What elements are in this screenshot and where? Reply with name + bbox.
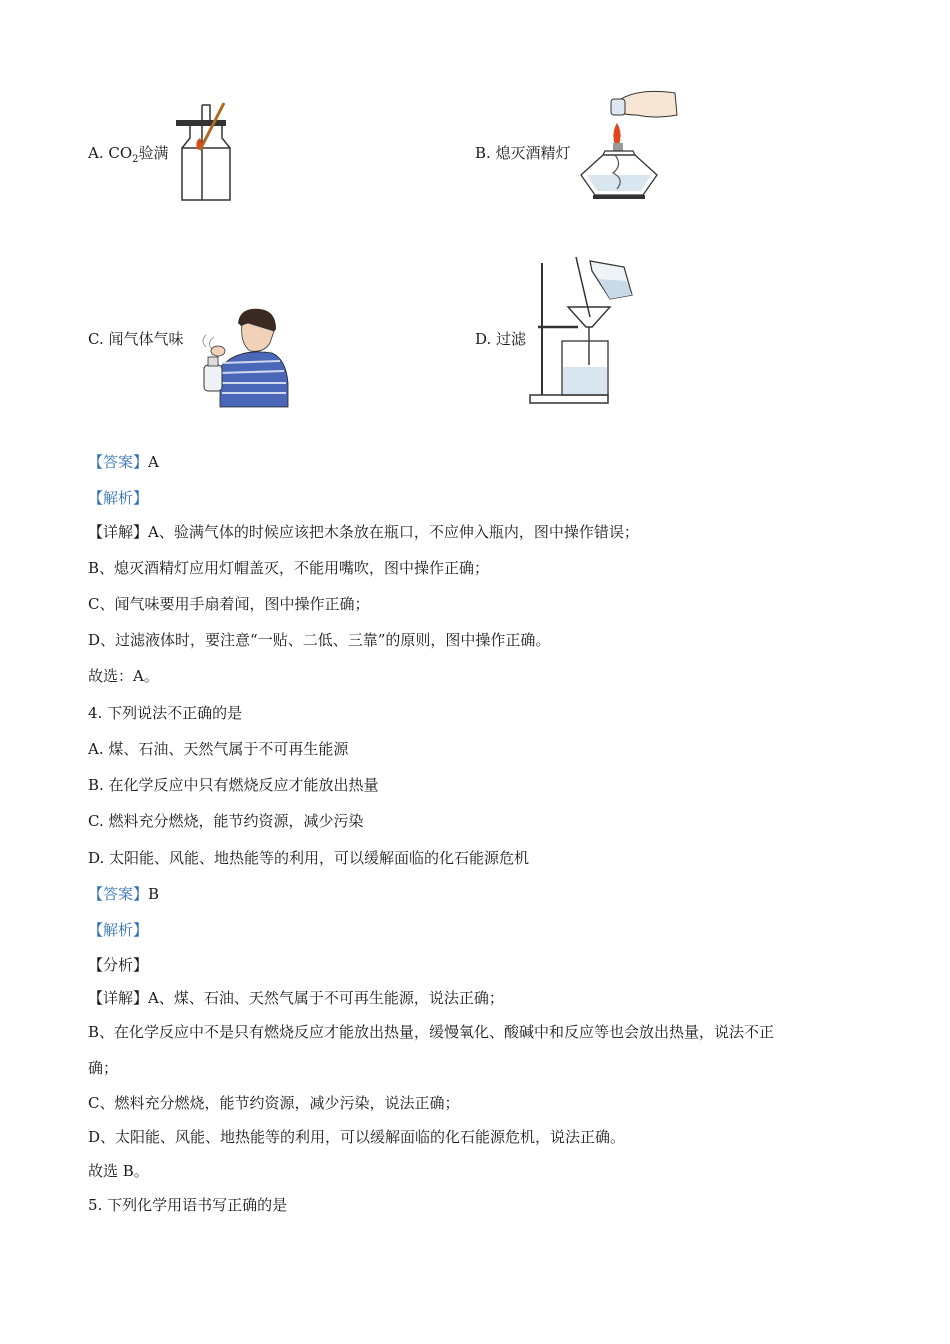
co2-bottle-illustration — [172, 100, 242, 204]
q3-detail-line-d: D、过滤液体时，要注意“一贴、二低、三靠”的原则，图中操作正确。 — [88, 631, 551, 649]
option-c-label: C. 闻气体气味 — [88, 330, 184, 348]
q4-detail-line-d: D、太阳能、风能、地热能等的利用，可以缓解面临的化石能源危机，说法正确。 — [88, 1128, 626, 1146]
q3-detail-line-b: B、熄灭酒精灯应用灯帽盖灭，不能用嘴吹，图中操作正确； — [88, 559, 490, 577]
q4-detail-line-c: C、燃料充分燃烧，能节约资源，减少污染，说法正确； — [88, 1094, 460, 1112]
smelling-gas-illustration — [190, 303, 292, 409]
q4-option-b: B. 在化学反应中只有燃烧反应才能放出热量 — [88, 776, 379, 794]
option-b-label: B. 熄灭酒精灯 — [475, 144, 571, 162]
q3-analysis-tag: 【解析】 — [88, 489, 149, 507]
q4-conclusion: 故选 B。 — [88, 1162, 149, 1180]
q4-answer-line: 【答案】B — [88, 885, 160, 903]
option-a-label: A. $CO_2$验满 — [88, 144, 169, 165]
q5-question: 5. 下列化学用语书写正确的是 — [88, 1196, 288, 1214]
q4-question: 4. 下列说法不正确的是 — [88, 704, 243, 722]
q4-option-d: D. 太阳能、风能、地热能等的利用，可以缓解面临的化石能源危机 — [88, 849, 530, 867]
q4-detail-line-b1: B、在化学反应中不是只有燃烧反应才能放出热量，缓慢氧化、酸碱中和反应等也会放出热量，说法不正 — [88, 1023, 775, 1041]
q4-detail-line-b2: 确； — [88, 1059, 119, 1077]
q4-option-c: C. 燃料充分燃烧，能节约资源，减少污染 — [88, 812, 364, 830]
q4-detail-line-a: 【详解】A、煤、石油、天然气属于不可再生能源，说法正确； — [88, 989, 504, 1007]
q4-analysis-tag: 【解析】 — [88, 921, 149, 939]
q3-conclusion: 故选：A。 — [88, 667, 159, 685]
q4-option-a: A. 煤、石油、天然气属于不可再生能源 — [88, 740, 349, 758]
q3-detail-line-a: 【详解】A、验满气体的时候应该把木条放在瓶口，不应伸入瓶内，图中操作错误； — [88, 523, 639, 541]
alcohol-lamp-illustration — [575, 85, 685, 203]
q4-fenxi-tag: 【分析】 — [88, 956, 149, 974]
q3-detail-line-c: C、闻气味要用手扇着闻，图中操作正确； — [88, 595, 370, 613]
filtration-illustration — [528, 255, 640, 407]
q3-answer-line: 【答案】A — [88, 453, 159, 471]
option-d-label: D. 过滤 — [475, 330, 527, 348]
